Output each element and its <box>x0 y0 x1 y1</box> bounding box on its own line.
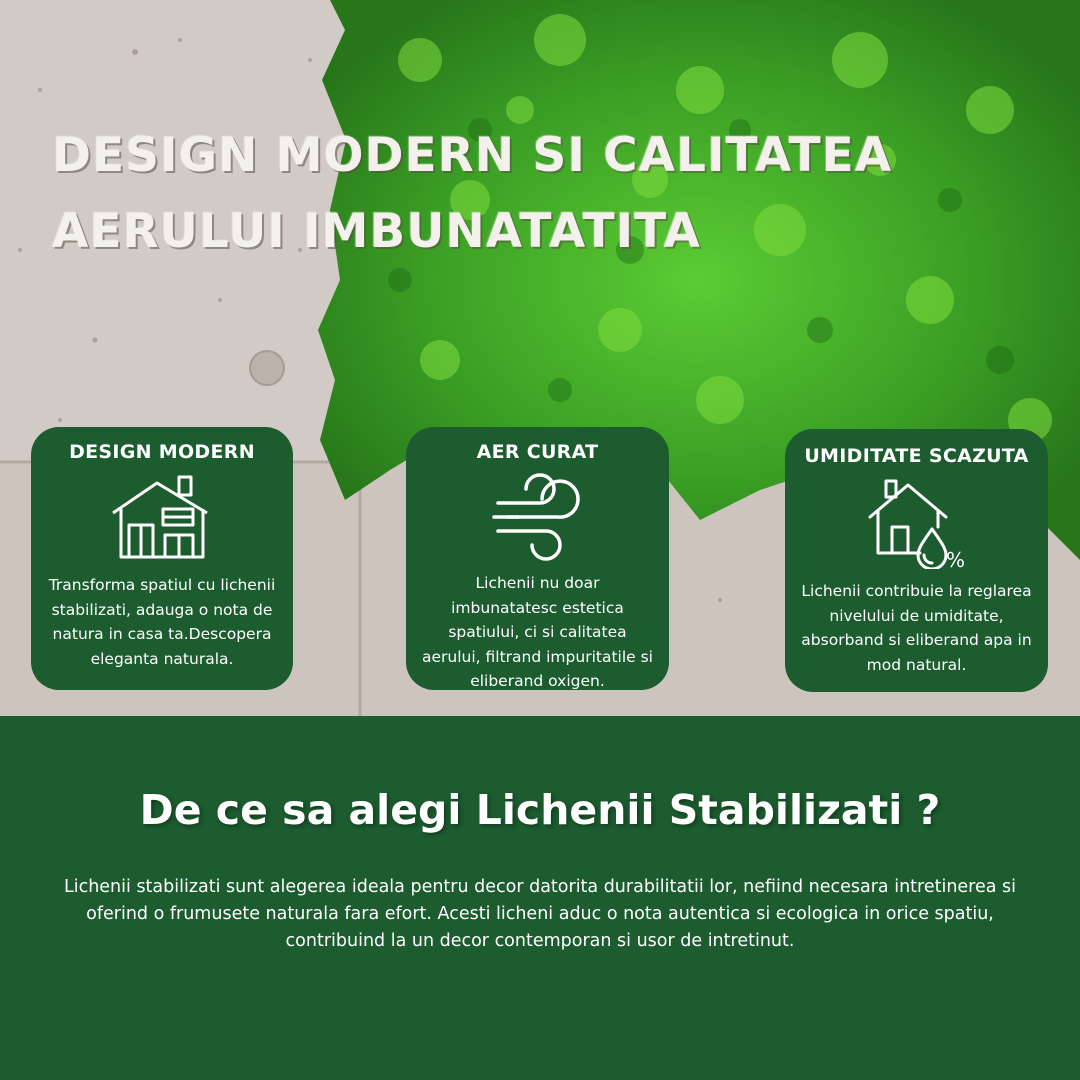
feature-card-design-modern <box>31 427 293 690</box>
card-text: Lichenii nu doar imbunatatesc estetica spatiului, ci si calitatea aerului, filtrand impuritatile si eliberand oxigen. <box>422 574 653 690</box>
card-title: AER CURAT <box>476 441 599 463</box>
hero-headline <box>52 118 952 270</box>
headline-line-2: AERULUI IMBUNATATITA <box>52 204 701 259</box>
why-section <box>0 716 1080 1080</box>
feature-card-aer-curat <box>406 427 669 690</box>
wind-icon <box>488 473 588 563</box>
why-text: Lichenii stabilizati sunt alegerea ideala pentru decor datorita durabilitatii lor, nefiind necesara intretinerea si oferind o frumusete naturala fara efort. Acesti licheni aduc o nota autentica si ecologica in orice spatiu, contribuind la un decor contemporan si usor de intretinut. <box>63 877 1017 951</box>
svg-text:%: % <box>945 548 965 569</box>
humidity-house-icon <box>862 477 972 569</box>
house-icon <box>107 473 217 563</box>
card-title: DESIGN MODERN <box>69 441 255 463</box>
feature-card-umiditate-scazuta <box>785 429 1048 692</box>
card-title: UMIDITATE SCAZUTA <box>804 445 1029 467</box>
why-heading: De ce sa alegi Lichenii Stabilizati ? <box>139 786 941 834</box>
headline-line-1: DESIGN MODERN SI CALITATEA <box>52 128 893 183</box>
card-text: Lichenii contribuie la reglarea nivelului de umiditate, absorband si eliberand apa in mod natural. <box>801 582 1032 674</box>
card-text: Transforma spatiul cu lichenii stabilizati, adauga o nota de natura in casa ta.Descopera eleganta naturala. <box>48 576 276 668</box>
